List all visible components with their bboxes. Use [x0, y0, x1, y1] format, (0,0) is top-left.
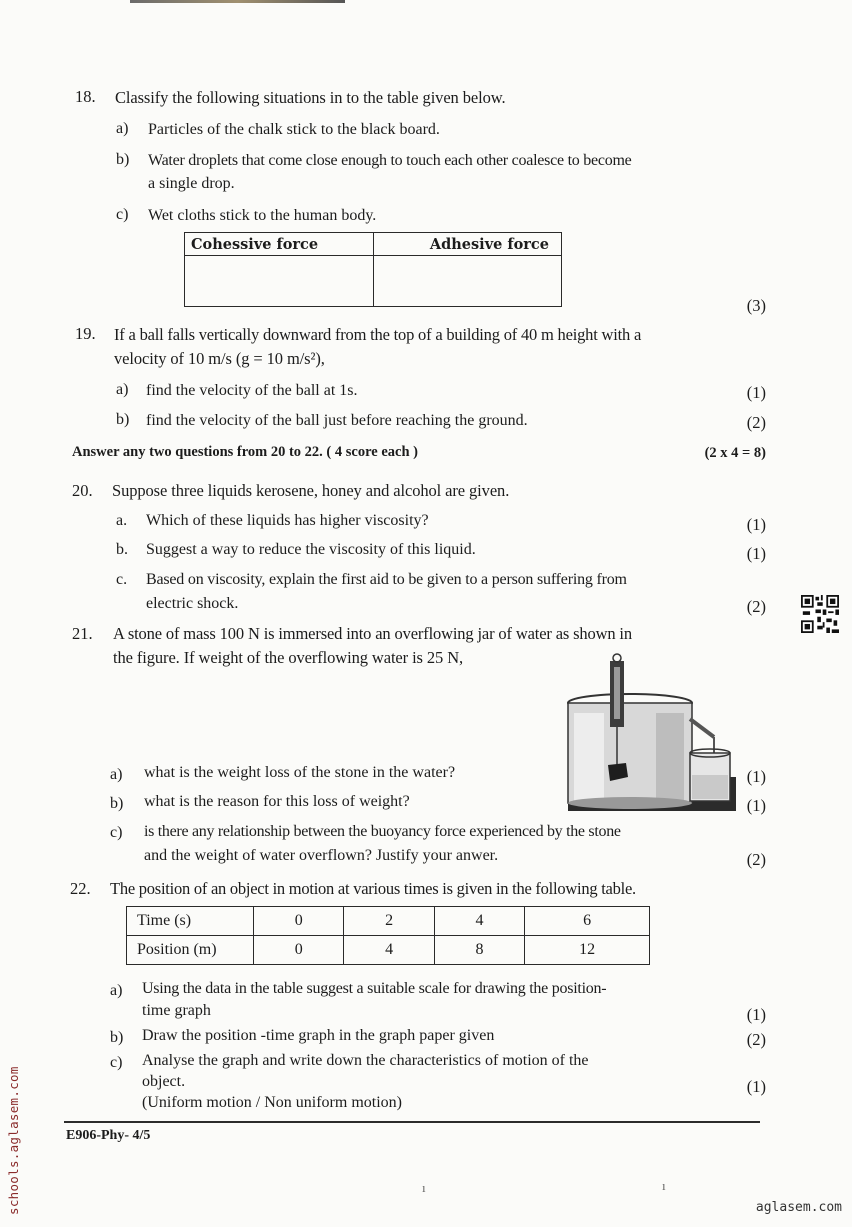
overflow-jar-figure	[566, 653, 740, 813]
q21-b-text: what is the reason for this loss of weight?	[144, 793, 410, 810]
scan-edge	[130, 0, 345, 3]
q19-text: If a ball falls vertically downward from the top of a building of 40 m height with a	[114, 325, 642, 344]
adhesive-answer-cell	[374, 256, 562, 307]
q18-b-text: Water droplets that come close enough to touch each other coalesce to become	[148, 152, 632, 169]
q18-mark: (3)	[746, 296, 766, 315]
q18-c-text: Wet cloths stick to the human body.	[148, 207, 377, 224]
watermark-right: aglasem.com	[755, 1200, 842, 1215]
q20-c-label: c.	[116, 571, 128, 588]
scan-mark: ı	[422, 1180, 426, 1195]
q22-number: 22.	[70, 879, 91, 898]
q21-b-mark: (1)	[746, 796, 766, 815]
q19-a-text: find the velocity of the ball at 1s.	[146, 382, 358, 399]
q21-a-label: a)	[110, 766, 123, 783]
q22-c-text-cont: object.	[142, 1073, 186, 1090]
section-score: (2 x 4 = 8)	[704, 445, 766, 461]
paper-code: E906-Phy- 4/5	[66, 1128, 151, 1143]
q22-b-text: Draw the position -time graph in the graph paper given	[142, 1027, 495, 1044]
q20-c-text-cont: electric shock.	[146, 595, 239, 612]
q20-c-text: Based on viscosity, explain the first aid to be given to a person suffering from	[146, 571, 627, 588]
q21-b-label: b)	[110, 795, 124, 812]
q18-b-text-cont: a single drop.	[148, 175, 235, 192]
q19-b-text: find the velocity of the ball just before reaching the ground.	[146, 412, 528, 429]
q20-text: Suppose three liquids kerosene, honey and alcohol are given.	[112, 481, 510, 500]
table-cell: 4	[434, 907, 524, 936]
header-cohesive-force: Cohessive force	[185, 233, 374, 256]
q22-b-mark: (2)	[746, 1030, 766, 1049]
q20-c-mark: (2)	[746, 597, 766, 616]
q21-a-mark: (1)	[746, 767, 766, 786]
table-cell: 4	[344, 936, 434, 965]
q21-c-mark: (2)	[746, 850, 766, 869]
q18-b-label: b)	[116, 151, 130, 168]
q22-c-mark: (1)	[746, 1077, 766, 1096]
q21-c-text: is there any relationship between the buoyancy force experienced by the stone	[144, 823, 621, 840]
table-cell: 6	[525, 907, 650, 936]
q21-a-text: what is the weight loss of the stone in the water?	[144, 764, 456, 781]
scan-mark: ı	[662, 1178, 666, 1193]
force-classification-table	[184, 232, 562, 307]
q21-number: 21.	[72, 624, 93, 643]
q19-b-mark: (2)	[746, 413, 766, 432]
q22-a-text: Using the data in the table suggest a suitable scale for drawing the position-	[142, 980, 607, 997]
q20-number: 20.	[72, 481, 93, 500]
q20-b-label: b.	[116, 541, 128, 558]
q19-number: 19.	[75, 324, 96, 343]
watermark-left: schools.aglasem.com	[6, 1066, 21, 1215]
table-cell: 0	[254, 907, 344, 936]
cohesive-answer-cell	[185, 256, 374, 307]
row-header-time: Time (s)	[127, 907, 254, 936]
q20-a-label: a.	[116, 512, 128, 529]
table-cell: 12	[525, 936, 650, 965]
q19-text-cont: velocity of 10 m/s (g = 10 m/s²),	[114, 349, 325, 368]
q22-a-label: a)	[110, 982, 123, 999]
q20-b-mark: (1)	[746, 544, 766, 563]
q22-c-options: (Uniform motion / Non uniform motion)	[142, 1094, 402, 1111]
q20-a-text: Which of these liquids has higher viscosity?	[146, 512, 429, 529]
header-adhesive-force: Adhesive force	[374, 233, 562, 256]
q21-c-label: c)	[110, 824, 123, 841]
q18-c-label: c)	[116, 206, 129, 223]
row-header-position: Position (m)	[127, 936, 254, 965]
q22-c-label: c)	[110, 1054, 123, 1071]
q21-text-cont: the figure. If weight of the overflowing water is 25 N,	[113, 648, 464, 667]
table-row	[127, 936, 650, 965]
footer-divider	[64, 1121, 760, 1123]
table-cell: 8	[434, 936, 524, 965]
q19-a-label: a)	[116, 381, 129, 398]
qr-code-icon	[800, 595, 840, 633]
q22-c-text: Analyse the graph and write down the characteristics of motion of the	[142, 1052, 589, 1069]
q22-a-mark: (1)	[746, 1005, 766, 1024]
q21-c-text-cont: and the weight of water overflown? Justify your anwer.	[144, 847, 499, 864]
table-row	[127, 907, 650, 936]
table-cell: 0	[254, 936, 344, 965]
section-instruction: Answer any two questions from 20 to 22. ( 4 score each )	[72, 444, 418, 460]
q21-text: A stone of mass 100 N is immersed into an overflowing jar of water as shown in	[113, 624, 632, 643]
q18-text: Classify the following situations in to the table given below.	[115, 88, 506, 107]
q22-text: The position of an object in motion at various times is given in the following table.	[110, 879, 636, 898]
q18-a-text: Particles of the chalk stick to the black board.	[148, 121, 440, 138]
q20-b-text: Suggest a way to reduce the viscosity of this liquid.	[146, 541, 476, 558]
q18-number: 18.	[75, 87, 96, 106]
q19-a-mark: (1)	[746, 383, 766, 402]
q19-b-label: b)	[116, 411, 130, 428]
q18-a-label: a)	[116, 120, 129, 137]
q22-a-text-cont: time graph	[142, 1002, 211, 1019]
table-cell: 2	[344, 907, 434, 936]
position-time-table	[126, 906, 650, 965]
q22-b-label: b)	[110, 1029, 124, 1046]
q20-a-mark: (1)	[746, 515, 766, 534]
